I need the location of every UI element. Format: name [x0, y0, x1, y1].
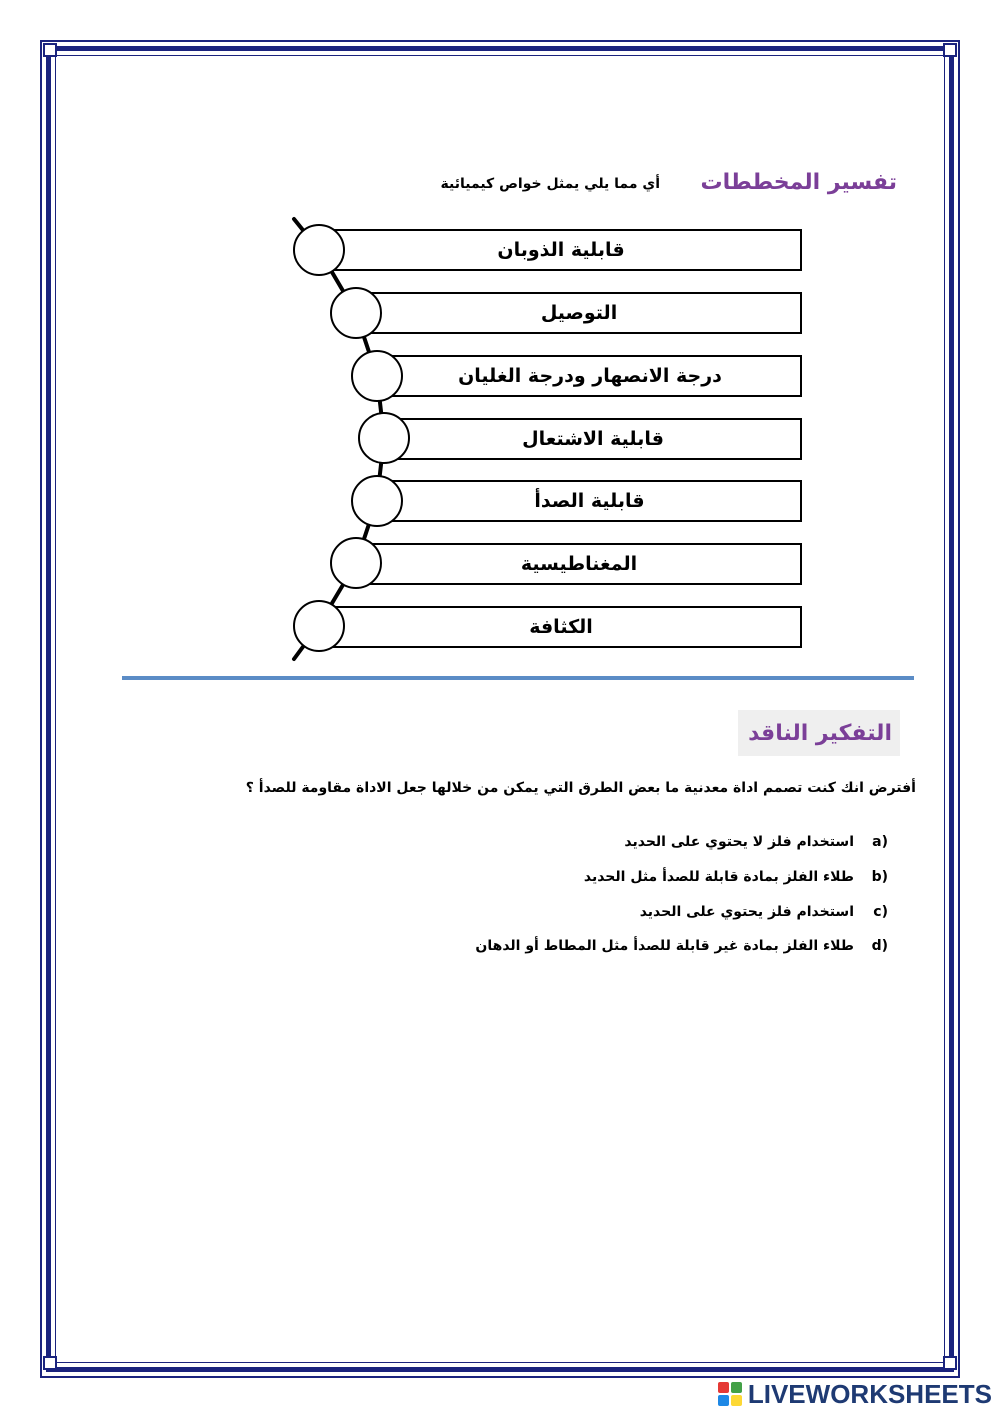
option-label: قابلية الاشتعال — [522, 428, 664, 450]
watermark-text: LIVEWORKSHEETS — [747, 1378, 992, 1409]
answer-text: طلاء الفلز بمادة غير قابلة للصدأ مثل المطاط أو الدهان — [475, 938, 854, 954]
option-circle-rusting[interactable] — [351, 475, 403, 527]
answer-letter: b) — [871, 869, 888, 885]
option-label: قابلية الصدأ — [534, 490, 645, 512]
section2-title: التفكير الناقد — [738, 710, 900, 756]
option-flammability[interactable] — [384, 418, 802, 460]
section1-title: تفسير المخططات — [700, 170, 897, 195]
section2-question: أفترض انك كنت تصمم اداة معدنية ما بعض الطرق التي يمكن من خلالها جعل الاداة مقاومة للصدأ ؟ — [245, 780, 916, 796]
option-density[interactable] — [320, 606, 802, 648]
option-rusting[interactable] — [377, 480, 802, 522]
option-label: المغناطيسية — [520, 553, 638, 575]
answer-text: استخدام فلز لا يحتوي على الحديد — [624, 834, 854, 850]
answer-text: طلاء الفلز بمادة قابلة للصدأ مثل الحديد — [583, 869, 854, 885]
answer-text: استخدام فلز يحتوي على الحديد — [639, 904, 854, 920]
option-solubility[interactable] — [320, 229, 802, 271]
option-conductivity[interactable] — [356, 292, 802, 334]
answer-letter: c) — [873, 904, 888, 920]
options-connector-line — [0, 0, 1000, 700]
option-label: الكثافة — [529, 616, 593, 638]
answer-letter: d) — [871, 938, 888, 954]
option-circle-magnetism[interactable] — [330, 537, 382, 589]
answer-letter: a) — [872, 834, 888, 850]
answer-option-c[interactable] — [640, 904, 888, 920]
answer-option-d[interactable] — [475, 938, 888, 954]
option-label: التوصيل — [540, 302, 618, 324]
section-divider — [122, 676, 914, 680]
option-circle-density[interactable] — [293, 600, 345, 652]
liveworksheets-watermark[interactable] — [718, 1378, 992, 1410]
frame-corner-bottom-right — [943, 1356, 957, 1370]
option-circle-solubility[interactable] — [293, 224, 345, 276]
option-circle-melting-boiling-point[interactable] — [351, 350, 403, 402]
option-magnetism[interactable] — [356, 543, 802, 585]
answer-option-a[interactable] — [624, 834, 888, 850]
answer-option-b[interactable] — [584, 869, 888, 885]
option-circle-flammability[interactable] — [358, 412, 410, 464]
option-melting-boiling-point[interactable] — [378, 355, 802, 397]
section1-question: أي مما يلي يمثل خواص كيميائية — [440, 176, 660, 192]
option-circle-conductivity[interactable] — [330, 287, 382, 339]
frame-corner-bottom-left — [43, 1356, 57, 1370]
option-label: درجة الانصهار ودرجة الغليان — [458, 365, 722, 387]
option-label: قابلية الذوبان — [497, 239, 625, 261]
liveworksheets-logo-icon — [718, 1382, 742, 1406]
